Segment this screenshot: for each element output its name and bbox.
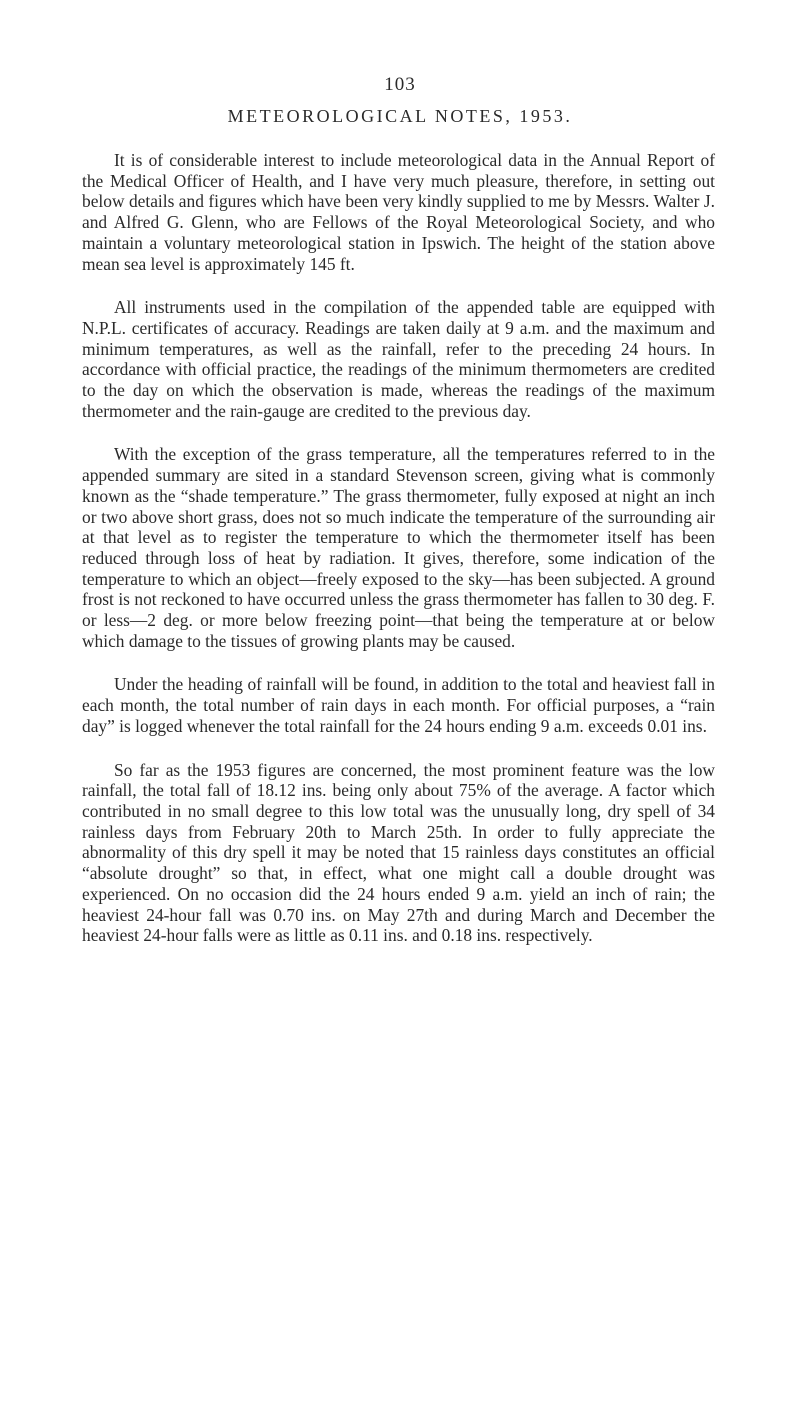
paragraph-grass-temperature: With the exception of the grass temperature, all the temperatures referred to in the appended summary are sited in a standard Stevenson screen, giving what is commonly known as the “shade temperature.” The grass thermometer, fully exposed at night an inch or two above short grass, does not so much indicate the temperature of the surrounding air at that level as to register the temperature to which the thermometer itself has been reduced through loss of heat by radiation. It gives, therefore, some indication of the temperature to which an object—freely exposed to the sky—has been subjected. A ground frost is not reckoned to have occurred unless the grass thermometer has fallen to 30 deg. F. or less—2 deg. or more below freezing point—that being the temperature at or below which damage to the tissues of growing plants may be caused. xyxy=(82,444,715,651)
page-number: 103 xyxy=(384,74,416,95)
paragraph-rainfall-heading: Under the heading of rainfall will be found, in addition to the total and heaviest fall in each month, the total number of rain days in each month. For official purposes, a “rain day” is logged whenever the total rainfall for the 24 hours ending 9 a.m. exceeds 0.01 ins. xyxy=(82,674,715,736)
paragraph-1953-figures: So far as the 1953 figures are concerned, the most prominent feature was the low rainfall, the total fall of 18.12 ins. being only about 75% of the average. A factor which contributed in no small degree to this low total was the unusually long, dry spell of 34 rainless days from February 20th to March 25th. In order to fully appreciate the abnormality of this dry spell it may be noted that 15 rainless days constitutes an official “absolute drought” so that, in effect, what one might call a double drought was experienced. On no occasion did the 24 hours ended 9 a.m. yield an inch of rain; the heaviest 24-hour fall was 0.70 ins. on May 27th and during March and December the heaviest 24-hour falls were as little as 0.11 ins. and 0.18 ins. respectively. xyxy=(82,759,715,946)
body-text xyxy=(82,150,715,969)
paragraph-instruments: All instruments used in the compilation of the appended table are equipped with N.P.L. certificates of accuracy. Readings are taken daily at 9 a.m. and the maximum and minimum temperatures, as well as the rainfall, refer to the preceding 24 hours. In accordance with official practice, the readings of the minimum thermometers are credited to the day on which the observation is made, whereas the readings of the maximum thermometer and the rain-gauge are credited to the previous day. xyxy=(82,297,715,421)
page-title: METEOROLOGICAL NOTES, 1953. xyxy=(227,106,573,126)
paragraph-introduction: It is of considerable interest to include meteorological data in the Annual Report of the Medical Officer of Health, and I have very much pleasure, therefore, in setting out below details and figures which have been very kindly supplied to me by Messrs. Walter J. and Alfred G. Glenn, who are Fellows of the Royal Meteorological Society, and who maintain a voluntary meteorological station in Ipswich. The height of the station above mean sea level is approximately 145 ft. xyxy=(82,150,715,274)
